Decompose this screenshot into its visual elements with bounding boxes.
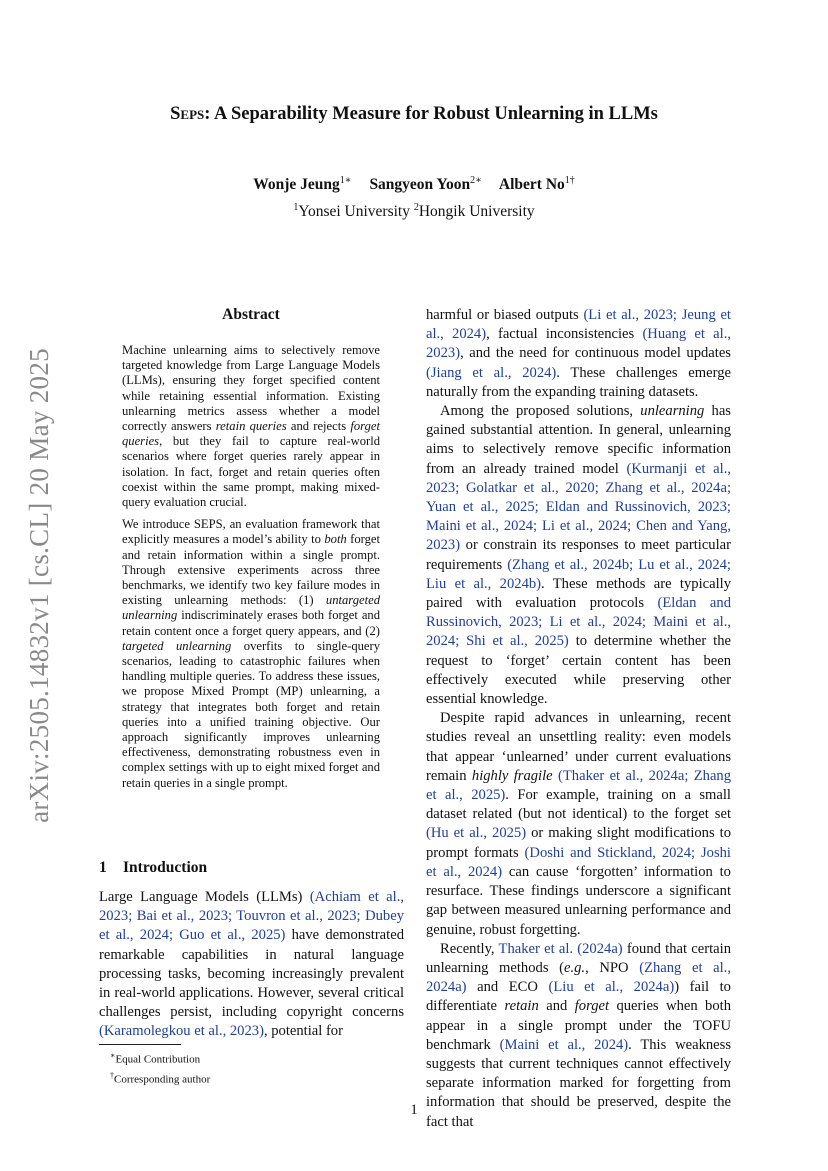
citation-link[interactable]: (Zhang et al., 2024b; Lu et al., 2024; Liu et al., 2024b) — [426, 556, 731, 592]
section-heading — [99, 859, 207, 877]
citation-link[interactable]: (Karamolegkou et al., 2023) — [99, 1023, 264, 1040]
citation-link[interactable]: (Doshi and Stickland, 2024; Joshi et al., 2024) — [426, 844, 731, 880]
body-paragraph: Among the proposed solutions, unlearning has gained substantial attention. In general, unlearning aims to selectively remove specific information from an already trained model (Kurmanji et al., 2023; Golatkar et al., 2020; Zhang et al., 2024a; Yuan et al., 2025; Eldan and Russinovich, 2023; Maini et al., 2024; Li et al., 2024; Chen and Yang, 2023) or constrain its responses to meet particular requirements (Zhang et al., 2024b; Lu et al., 2024; Liu et al., 2024b). These methods are typically paired with evaluation protocols (Eldan and Russinovich, 2023; Li et al., 2024; Maini et al., 2024; Shi et al., 2025) to determine whether the request to ‘forget’ certain content has been effectively executed while preserving other essential knowledge. — [426, 403, 731, 708]
affiliation: Hongik University — [418, 203, 535, 221]
citation-link[interactable]: Thaker et al. (2024a) — [498, 940, 623, 957]
emphasis: untargeted unlearning — [122, 593, 380, 623]
body-paragraph: Despite rapid advances in unlearning, recent studies reveal an unsettling reality: even models that appear ‘unlearned’ under current evaluations remain highly fragile (Thaker et al., 2024a; Zhang et al., 2025). For example, training on a small dataset related (but not identical) to the forget set (Hu et al., 2025) or making slight modifications to prompt formats (Doshi and Stickland, 2024; Joshi et al., 2024) can cause ‘forgotten’ information to resurface. These findings underscore a significant gap between measured unlearning performance and genuine, robust forgetting. — [426, 710, 732, 938]
author-mark: 1∗ — [339, 175, 352, 186]
author: Sangyeon Yoon — [369, 176, 471, 194]
body-paragraph: harmful or biased outputs (Li et al., 2023; Jeung et al., 2024), factual inconsistencies (Huang et al., 2023), and the need for continuous model updates (Jiang et al., 2024). These challenges emerge naturally from the expanding training datasets. — [426, 307, 731, 400]
affiliation-mark: 1 — [293, 202, 299, 213]
author-list — [0, 175, 828, 194]
section-title: Introduction — [123, 859, 208, 876]
affiliation-mark: 2 — [413, 202, 419, 213]
abstract-paragraph: Machine unlearning aims to selectively remove targeted knowledge from Large Language Models (LLMs), ensuring they forget specified content while retaining essential information. Existing unlearning metrics assess whether a model correctly answers retain queries and rejects forget queries, but they fail to capture real-world scenarios where forget queries rarely appear in isolation. In fact, forget and retain queries often coexist within the same prompt, making mixed-query evaluation crucial. — [122, 343, 380, 510]
footnote — [110, 1068, 210, 1088]
body-paragraph: Large Language Models (LLMs) (Achiam et al., 2023; Bai et al., 2023; Touvron et al., 2023; Dubey et al., 2024; Guo et al., 2025) have demonstrated remarkable capabilities in natural language processing tasks, becoming increasingly prevalent in real-world applications. However, several critical challenges persist, including copyright concerns (Karamolegkou et al., 2023), potential for — [99, 889, 404, 1040]
emphasis: both — [324, 532, 347, 547]
citation-link[interactable]: (Hu et al., 2025) — [426, 825, 527, 842]
page-number: 1 — [410, 1102, 418, 1118]
citation-link[interactable]: (Li et al., 2023; Jeung et al., 2024) — [426, 307, 731, 343]
abstract-body — [122, 343, 380, 791]
footnote-text: Equal Contribution — [115, 1053, 201, 1066]
introduction-right-column — [426, 306, 731, 1132]
citation-link[interactable]: (Maini et al., 2024) — [499, 1036, 629, 1053]
emphasis: retain — [504, 998, 539, 1015]
emphasis: retain queries — [215, 419, 287, 434]
title-seps: Seps — [170, 104, 205, 124]
abstract-paragraph: We introduce SEPS, an evaluation framework that explicitly measures a model’s ability to both forget and retain information within a single prompt. Through extensive experiments across three benchmarks, we identify two key failure modes in existing unlearning methods: (1) untargeted unlearning indiscriminately erases both forget and retain content once a forget query appears, and (2) targeted unlearning overfits to single-query scenarios, leading to catastrophic failures when handling multiple queries. To address these issues, we propose Mixed Prompt (MP) unlearning, a strategy that integrates both forget and retain queries into a unified training objective. Our approach significantly improves unlearning effectiveness, demonstrating robustness even in complex settings with up to eight mixed forget and retain queries in a single prompt. — [122, 517, 380, 790]
emphasis: unlearning — [640, 403, 705, 420]
body-paragraph: Recently, Thaker et al. (2024a) found that certain unlearning methods (e.g., NPO (Zhang et al., 2024a) and ECO (Liu et al., 2024a)) fail to differentiate retain and forget queries when both appear in a single prompt under the TOFU benchmark (Maini et al., 2024). This weakness suggests that current techniques cannot effectively separate information marked for forgetting from information that should be preserved, despite the fact that — [426, 940, 732, 1130]
title-rest: : A Separability Measure for Robust Unlearning in LLMs — [204, 104, 658, 124]
footnote-mark: † — [110, 1070, 114, 1080]
footnotes — [110, 1048, 210, 1087]
introduction-left-column — [99, 888, 404, 1042]
arxiv-identifier: arXiv:2505.14832v1 [cs.CL] 20 May 2025 — [23, 347, 54, 823]
arxiv-identifier-stamp — [22, 340, 56, 830]
author-mark: 2∗ — [470, 175, 482, 186]
affiliations — [0, 202, 828, 221]
emphasis: e.g. — [564, 959, 586, 976]
emphasis: forget queries — [122, 419, 380, 449]
abstract-heading: Abstract — [222, 306, 280, 323]
citation-link[interactable]: (Zhang et al., 2024a) — [426, 959, 731, 996]
citation-link[interactable]: (Achiam et al., 2023; Bai et al., 2023; Touvron et al., 2023; Dubey et al., 2024; Guo et al., 2025) — [99, 889, 404, 944]
citation-link[interactable]: (Jiang et al., 2024) — [426, 364, 557, 381]
citation-link[interactable]: (Eldan and Russinovich, 2023; Li et al., 2024; Maini et al., 2024; Shi et al., 2025) — [426, 595, 731, 650]
author: Albert No — [498, 176, 565, 194]
citation-link[interactable]: (Kurmanji et al., 2023; Golatkar et al., 2020; Zhang et al., 2024a; Yuan et al., 2025; Eldan and Russinovich, 2023; Maini et al., 2024; Li et al., 2024; Chen and Yang, 2023) — [426, 460, 731, 554]
citation-link[interactable]: (Huang et al., 2023) — [426, 326, 731, 362]
citation-link[interactable]: (Thaker et al., 2024a; Zhang et al., 2025) — [426, 767, 732, 804]
affiliation: Yonsei University — [298, 203, 410, 221]
emphasis: forget — [574, 998, 610, 1015]
footnote — [110, 1048, 210, 1068]
author: Wonje Jeung — [253, 176, 340, 194]
paper-title — [0, 104, 828, 125]
citation-link[interactable]: (Liu et al., 2024a) — [548, 979, 675, 996]
emphasis: highly fragile — [471, 767, 553, 784]
section-number: 1 — [99, 859, 107, 876]
footnote-rule — [99, 1044, 181, 1045]
author-mark: 1† — [564, 175, 575, 186]
footnote-text: Corresponding author — [114, 1073, 211, 1086]
footnote-mark: ∗ — [110, 1051, 116, 1060]
emphasis: targeted unlearning — [122, 638, 232, 653]
